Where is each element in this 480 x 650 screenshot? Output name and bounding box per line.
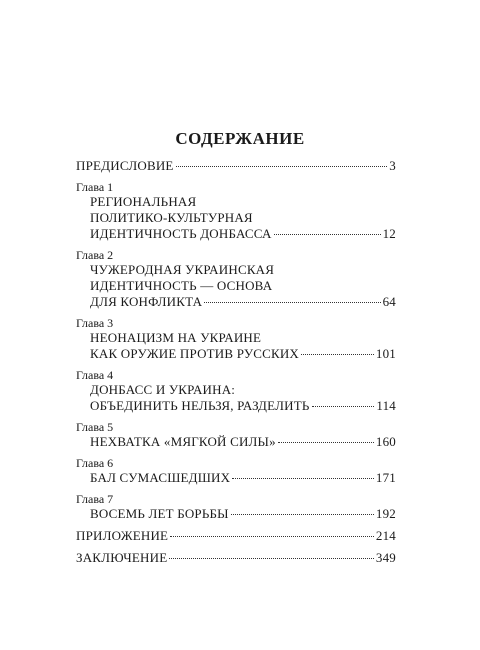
toc-line [76,506,396,522]
dot-leader [232,478,374,479]
chapter-label: Глава 2 [76,248,114,262]
chapter-label: Глава 4 [76,368,114,382]
chapter-title-line: КАК ОРУЖИЕ ПРОТИВ РУССКИХ [90,346,300,361]
toc-entry-title: ПРЕДИСЛОВИЕ [76,158,174,173]
toc-entry-chapter-1[interactable] [76,180,396,242]
page-title: СОДЕРЖАНИЕ [175,129,305,148]
toc-page-number: 3 [389,158,396,173]
toc-entry-chapter-4[interactable] [76,368,396,414]
toc-entry-chapter-5[interactable] [76,420,396,450]
chapter-title-line: РЕГИОНАЛЬНАЯ [90,194,197,209]
toc-line [76,528,396,544]
toc-line [76,346,396,362]
toc-entry-conclusion[interactable] [76,550,396,566]
chapter-label: Глава 5 [76,420,114,434]
table-of-contents [76,158,396,566]
toc-entry-chapter-7[interactable] [76,492,396,522]
chapter-title-line: ВОСЕМЬ ЛЕТ БОРЬБЫ [90,506,229,521]
toc-page-number: 101 [375,346,396,361]
toc-page-number: 160 [375,434,396,449]
chapter-title-line: ДЛЯ КОНФЛИКТА [90,294,203,309]
toc-entry-title: ЗАКЛЮЧЕНИЕ [76,550,168,565]
dot-leader [312,406,375,407]
toc-page-number: 64 [382,294,396,309]
toc-entry-chapter-6[interactable] [76,456,396,486]
toc-line [76,470,396,486]
toc-page-number: 214 [375,528,396,543]
chapter-title-line: ЧУЖЕРОДНАЯ УКРАИНСКАЯ [90,262,275,277]
chapter-title-line: БАЛ СУМАСШЕДШИХ [90,470,231,485]
toc-entry-chapter-3[interactable] [76,316,396,362]
toc-entry-appendix[interactable] [76,528,396,544]
toc-page-number: 171 [375,470,396,485]
chapter-title-line: НЕОНАЦИЗМ НА УКРАИНЕ [90,330,262,345]
dot-leader [278,442,374,443]
chapter-label: Глава 7 [76,492,114,506]
toc-line [76,398,396,414]
chapter-label: Глава 3 [76,316,114,330]
dot-leader [301,354,374,355]
toc-page-number: 349 [375,550,396,565]
dot-leader [176,166,388,167]
toc-line [76,294,396,310]
chapter-title-line: ОБЪЕДИНИТЬ НЕЛЬЗЯ, РАЗДЕЛИТЬ [90,398,310,413]
toc-line [76,434,396,450]
dot-leader [231,514,374,515]
chapter-title-line: ИДЕНТИЧНОСТЬ ДОНБАССА [90,226,272,241]
chapter-label: Глава 6 [76,456,114,470]
dot-leader [274,234,381,235]
toc-line [76,158,396,174]
chapter-title-line: ИДЕНТИЧНОСТЬ — ОСНОВА [90,278,273,293]
toc-page-number: 114 [376,398,396,413]
toc-page-number: 12 [382,226,396,241]
dot-leader [204,302,380,303]
toc-entry-title: ПРИЛОЖЕНИЕ [76,528,169,543]
dot-leader [169,558,374,559]
chapter-label: Глава 1 [76,180,114,194]
chapter-title-line: НЕХВАТКА «МЯГКОЙ СИЛЫ» [90,434,276,449]
toc-entry-preface[interactable] [76,158,396,174]
toc-line [76,226,396,242]
toc-page-number: 192 [375,506,396,521]
chapter-title-line: ПОЛИТИКО-КУЛЬТУРНАЯ [90,210,253,225]
toc-entry-chapter-2[interactable] [76,248,396,310]
toc-line [76,550,396,566]
dot-leader [170,536,374,537]
chapter-title-line: ДОНБАСС И УКРАИНА: [90,382,236,397]
